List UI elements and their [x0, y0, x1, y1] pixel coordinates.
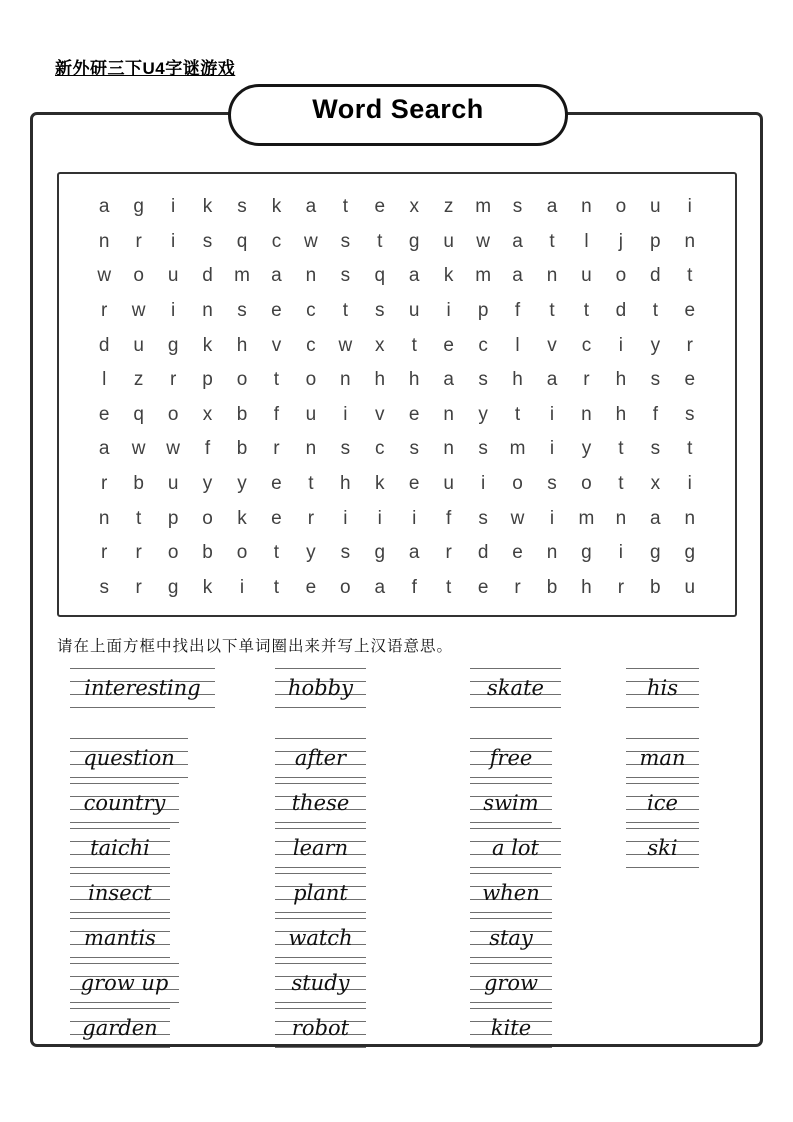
grid-letter-r11c18: g — [684, 542, 696, 564]
grid-letter-r5c14: v — [547, 334, 557, 356]
grid-letter-r10c4: o — [202, 507, 213, 529]
word-label: man — [639, 746, 686, 770]
word-item-grow — [470, 963, 552, 1003]
grid-letter-r4c12: p — [477, 300, 489, 322]
word-label: insect — [88, 881, 152, 905]
word-item-man — [626, 738, 699, 778]
grid-letter-r8c8: s — [340, 438, 351, 460]
grid-letter-r2c2: r — [135, 230, 142, 252]
grid-letter-r6c2: z — [133, 369, 144, 391]
grid-letter-r2c14: t — [549, 230, 555, 252]
word-item-insect — [70, 873, 170, 913]
grid-letter-r9c8: h — [340, 473, 351, 495]
grid-letter-r10c18: n — [684, 507, 696, 529]
grid-letter-r7c9: v — [375, 403, 385, 425]
grid-letter-r3c13: a — [512, 265, 523, 287]
grid-letter-r4c16: d — [615, 300, 627, 322]
word-item-skate — [470, 668, 561, 708]
grid-letter-r12c4: k — [202, 576, 213, 598]
document-title: 新外研三下U4字谜游戏 — [55, 59, 236, 78]
word-item-grow-up — [70, 963, 179, 1003]
grid-letter-r9c2: b — [133, 473, 144, 495]
grid-letter-r10c3: p — [167, 507, 179, 529]
grid-letter-r6c8: n — [340, 369, 351, 391]
word-item-swim — [470, 783, 552, 823]
grid-letter-r12c12: e — [477, 576, 489, 598]
grid-letter-r10c11: f — [446, 507, 452, 529]
grid-letter-r5c4: k — [202, 334, 213, 356]
grid-letter-r7c16: h — [615, 403, 627, 425]
grid-letter-r1c18: i — [687, 196, 692, 218]
grid-letter-r2c7: w — [304, 230, 318, 252]
grid-letter-r5c18: r — [686, 334, 693, 356]
grid-letter-r11c8: s — [340, 542, 351, 564]
grid-letter-r4c10: u — [408, 300, 420, 322]
word-label: swim — [483, 791, 539, 815]
word-label: learn — [292, 836, 349, 860]
word-label: mantis — [84, 926, 156, 950]
grid-letter-r6c3: r — [169, 369, 177, 391]
word-label: hobby — [288, 676, 353, 700]
grid-letter-r6c11: a — [443, 369, 454, 391]
grid-letter-r2c15: l — [584, 230, 589, 252]
grid-letter-r7c5: b — [236, 403, 248, 425]
grid-letter-r10c15: m — [578, 507, 595, 529]
grid-letter-r12c11: t — [446, 576, 452, 598]
grid-letter-r10c9: i — [377, 507, 382, 529]
grid-letter-r3c8: s — [340, 265, 351, 287]
grid-letter-r4c13: f — [514, 300, 521, 322]
grid-letter-r10c10: i — [412, 507, 417, 529]
grid-letter-r4c3: i — [170, 300, 176, 322]
grid-letter-r9c11: u — [443, 473, 454, 495]
word-item-kite — [470, 1008, 552, 1048]
grid-letter-r1c10: x — [409, 196, 419, 218]
grid-letter-r7c15: n — [581, 403, 592, 425]
word-item-after — [275, 738, 366, 778]
grid-letter-r8c3: w — [166, 438, 180, 460]
grid-letter-r10c5: k — [237, 507, 247, 529]
grid-letter-r5c11: e — [443, 334, 454, 356]
grid-letter-r7c4: x — [202, 403, 213, 425]
grid-letter-r7c2: q — [133, 403, 144, 425]
grid-letter-r5c7: c — [306, 334, 316, 356]
grid-letter-r3c3: u — [167, 265, 179, 287]
word-item-when — [470, 873, 552, 913]
grid-letter-r5c6: v — [271, 334, 282, 356]
word-item-country — [70, 783, 179, 823]
grid-letter-r4c2: w — [131, 300, 146, 322]
grid-letter-r5c10: t — [411, 334, 417, 356]
word-item-stay — [470, 918, 552, 958]
grid-letter-r10c6: e — [271, 507, 282, 529]
grid-letter-r9c9: k — [375, 473, 385, 495]
grid-letter-r4c8: t — [342, 300, 348, 322]
word-label: a lot — [492, 836, 539, 860]
word-item-question — [70, 738, 188, 778]
grid-letter-r8c17: s — [650, 438, 661, 460]
grid-letter-r11c14: n — [546, 542, 558, 564]
grid-letter-r11c3: o — [167, 542, 179, 564]
grid-letter-r2c5: q — [236, 230, 248, 252]
grid-letter-r12c5: i — [239, 576, 245, 598]
grid-letter-r6c17: s — [650, 369, 661, 391]
grid-letter-r2c17: p — [650, 230, 661, 252]
word-item-mantis — [70, 918, 170, 958]
grid-letter-r11c9: g — [374, 542, 386, 564]
grid-letter-r11c4: b — [202, 542, 213, 564]
grid-letter-r6c7: o — [305, 369, 317, 391]
grid-letter-r3c2: o — [133, 265, 144, 287]
grid-letter-r1c7: a — [305, 196, 317, 218]
word-item-his — [626, 668, 699, 708]
grid-letter-r6c5: o — [236, 369, 248, 391]
grid-letter-r12c14: b — [546, 576, 558, 598]
word-item-interesting — [70, 668, 215, 708]
grid-letter-r9c18: i — [687, 473, 692, 495]
grid-letter-r5c8: w — [338, 334, 353, 356]
word-label: interesting — [84, 676, 201, 700]
grid-letter-r2c6: c — [271, 230, 282, 252]
word-label: plant — [293, 881, 348, 905]
grid-letter-r1c17: u — [650, 196, 661, 218]
word-label: ski — [647, 836, 678, 860]
word-label: question — [83, 746, 175, 770]
grid-letter-r2c16: j — [618, 230, 623, 252]
grid-letter-r10c1: n — [98, 507, 110, 529]
grid-letter-r1c5: s — [237, 196, 247, 218]
grid-letter-r2c4: s — [202, 230, 213, 252]
grid-letter-r8c7: n — [305, 438, 317, 460]
grid-letter-r7c17: f — [652, 403, 658, 425]
grid-letter-r6c16: h — [615, 369, 627, 391]
grid-letter-r7c11: n — [443, 403, 454, 425]
grid-letter-r12c2: r — [135, 576, 142, 598]
word-label: kite — [490, 1016, 532, 1040]
grid-letter-r8c4: f — [204, 438, 211, 460]
grid-letter-r12c6: t — [273, 576, 280, 598]
grid-letter-r2c11: u — [443, 230, 454, 252]
grid-letter-r8c9: c — [375, 438, 385, 460]
grid-letter-r1c11: z — [443, 196, 454, 218]
grid-letter-r11c12: d — [477, 542, 489, 564]
grid-letter-r8c6: r — [273, 438, 280, 460]
grid-letter-r3c14: n — [546, 265, 558, 287]
grid-letter-r1c1: a — [98, 196, 110, 218]
word-item-ice — [626, 783, 699, 823]
grid-letter-r5c3: g — [167, 334, 179, 356]
word-label: his — [646, 676, 679, 700]
grid-letter-r2c10: g — [408, 230, 420, 252]
grid-letter-r11c17: g — [650, 542, 661, 564]
grid-letter-r9c3: u — [167, 473, 179, 495]
grid-letter-r3c17: d — [650, 265, 661, 287]
grid-letter-r7c1: e — [98, 403, 110, 425]
grid-letter-r12c16: r — [617, 576, 625, 598]
grid-letter-r8c2: w — [131, 438, 146, 460]
word-item-study — [275, 963, 366, 1003]
word-label: watch — [288, 926, 353, 950]
grid-letter-r2c9: t — [377, 230, 383, 252]
grid-letter-r4c11: i — [446, 300, 451, 322]
grid-letter-r3c10: a — [408, 265, 420, 287]
grid-letter-r11c5: o — [236, 542, 248, 564]
grid-letter-r4c17: t — [652, 300, 658, 322]
grid-letter-r8c1: a — [98, 438, 110, 460]
grid-letter-r6c10: h — [408, 369, 420, 391]
grid-letter-r7c18: s — [685, 403, 695, 425]
grid-letter-r5c2: u — [133, 334, 144, 356]
word-label: ice — [647, 791, 678, 815]
grid-letter-r8c10: s — [409, 438, 419, 460]
grid-letter-r12c8: o — [340, 576, 351, 598]
grid-letter-r3c15: u — [581, 265, 592, 287]
grid-letter-r7c13: t — [514, 403, 521, 425]
grid-letter-r9c16: t — [618, 473, 624, 495]
grid-letter-r11c10: a — [408, 542, 420, 564]
grid-letter-r7c12: y — [478, 403, 488, 425]
grid-letter-r12c17: b — [650, 576, 661, 598]
grid-letter-r7c14: i — [549, 403, 555, 425]
word-label: stay — [489, 926, 533, 950]
word-item-a-lot — [470, 828, 561, 868]
grid-letter-r12c1: s — [99, 576, 109, 598]
grid-letter-r2c18: n — [684, 230, 696, 252]
grid-letter-r9c6: e — [271, 473, 282, 495]
grid-letter-r4c15: t — [583, 300, 590, 322]
grid-letter-r3c1: w — [97, 265, 112, 287]
grid-letter-r9c14: s — [547, 473, 557, 495]
grid-letter-r10c16: n — [615, 507, 627, 529]
word-label: free — [489, 746, 533, 770]
grid-letter-r10c12: s — [478, 507, 488, 529]
word-item-these — [275, 783, 366, 823]
grid-letter-r11c11: r — [445, 542, 452, 564]
word-label: robot — [291, 1016, 350, 1040]
word-label: taichi — [90, 836, 150, 860]
grid-letter-r2c13: a — [512, 230, 523, 252]
grid-letter-r10c17: a — [650, 507, 661, 529]
grid-letter-r2c12: w — [476, 230, 490, 252]
grid-letter-r1c15: n — [581, 196, 592, 218]
grid-letter-r9c10: e — [408, 473, 420, 495]
grid-letter-r6c6: t — [273, 369, 280, 391]
word-item-plant — [275, 873, 366, 913]
word-item-garden — [70, 1008, 170, 1048]
grid-letter-r8c13: m — [509, 438, 526, 460]
grid-letter-r1c8: t — [342, 196, 348, 218]
instruction-text: 请在上面方框中找出以下单词圈出来并写上汉语意思。 — [57, 638, 454, 655]
grid-letter-r11c7: y — [306, 542, 316, 564]
grid-letter-r7c7: u — [305, 403, 317, 425]
grid-letter-r6c14: a — [546, 369, 558, 391]
grid-letter-r8c11: n — [443, 438, 454, 460]
grid-letter-r1c14: a — [546, 196, 558, 218]
grid-letter-r11c6: t — [273, 542, 280, 564]
grid-letter-r8c15: y — [581, 438, 592, 460]
grid-letter-r3c5: m — [234, 265, 250, 287]
grid-letter-r1c4: k — [202, 196, 213, 218]
word-search-banner — [228, 84, 568, 146]
grid-letter-r9c4: y — [202, 473, 213, 495]
grid-letter-r12c7: e — [305, 576, 317, 598]
grid-letter-r4c7: c — [306, 300, 316, 322]
word-item-taichi — [70, 828, 170, 868]
grid-letter-r4c18: e — [684, 300, 696, 322]
grid-letter-r3c9: q — [374, 265, 386, 287]
grid-letter-r7c3: o — [167, 403, 179, 425]
grid-letter-r1c16: o — [615, 196, 627, 218]
grid-letter-r9c12: i — [480, 473, 486, 495]
grid-letter-r4c4: n — [202, 300, 213, 322]
grid-letter-r5c12: c — [478, 334, 488, 356]
grid-letter-r12c9: a — [374, 576, 386, 598]
grid-letter-r9c1: r — [101, 473, 108, 495]
grid-letter-r1c13: s — [512, 196, 523, 218]
grid-letter-r12c13: r — [514, 576, 521, 598]
grid-letter-r3c11: k — [443, 265, 454, 287]
grid-letter-r12c15: h — [581, 576, 592, 598]
grid-letter-r7c10: e — [408, 403, 420, 425]
grid-letter-r4c5: s — [237, 300, 247, 322]
grid-letter-r10c2: t — [136, 507, 142, 529]
grid-letter-r7c6: f — [273, 403, 280, 425]
grid-letter-r12c10: f — [411, 576, 417, 598]
grid-letter-r6c15: r — [583, 369, 590, 391]
grid-letter-r3c16: o — [615, 265, 627, 287]
grid-letter-r5c5: h — [236, 334, 248, 356]
grid-letter-r9c13: o — [512, 473, 523, 495]
grid-letter-r6c9: h — [374, 369, 386, 391]
grid-letter-r7c8: i — [343, 403, 348, 425]
grid-letter-r9c15: o — [581, 473, 592, 495]
grid-letter-r4c6: e — [271, 300, 282, 322]
banner-title: Word Search — [312, 94, 484, 124]
word-item-watch — [275, 918, 366, 958]
grid-letter-r2c8: s — [340, 230, 351, 252]
grid-letter-r9c5: y — [237, 473, 247, 495]
word-item-free — [470, 738, 552, 778]
grid-letter-r1c2: g — [133, 196, 144, 218]
word-label: these — [291, 791, 350, 815]
grid-letter-r4c14: t — [549, 300, 555, 322]
grid-letter-r1c9: e — [374, 196, 386, 218]
grid-letter-r3c4: d — [202, 265, 213, 287]
grid-letter-r10c13: w — [510, 507, 525, 529]
grid-letter-r5c17: y — [650, 334, 661, 356]
grid-letter-r3c12: m — [475, 265, 492, 287]
grid-letter-r9c7: t — [308, 473, 314, 495]
word-label: when — [482, 881, 540, 905]
grid-letter-r11c15: g — [581, 542, 592, 564]
grid-letter-r6c4: p — [202, 369, 213, 391]
grid-letter-r8c14: i — [549, 438, 555, 460]
grid-letter-r1c6: k — [271, 196, 282, 218]
grid-letter-r11c1: r — [101, 542, 108, 564]
grid-letter-r10c7: r — [307, 507, 315, 529]
grid-letter-r3c7: n — [305, 265, 317, 287]
grid-letter-r5c1: d — [98, 334, 110, 356]
word-label: after — [294, 746, 347, 770]
word-label: study — [291, 971, 350, 995]
word-item-hobby — [275, 668, 366, 708]
grid-letter-r1c12: m — [475, 196, 492, 218]
grid-letter-r5c9: x — [375, 334, 385, 356]
grid-letter-r4c1: r — [101, 300, 108, 322]
grid-letter-r10c14: i — [549, 507, 555, 529]
grid-letter-r8c5: b — [236, 438, 248, 460]
grid-letter-r11c16: i — [618, 542, 623, 564]
grid-letter-r5c16: i — [618, 334, 623, 356]
word-item-ski — [626, 828, 699, 868]
grid-letter-r6c18: e — [684, 369, 696, 391]
grid-letter-r5c13: l — [515, 334, 520, 356]
grid-letter-r11c2: r — [135, 542, 142, 564]
grid-letter-r8c12: s — [478, 438, 488, 460]
grid-letter-r12c18: u — [684, 576, 696, 598]
word-item-learn — [275, 828, 366, 868]
word-item-robot — [275, 1008, 366, 1048]
word-label: garden — [82, 1016, 158, 1040]
grid-letter-r4c9: s — [375, 300, 385, 322]
grid-letter-r2c1: n — [98, 230, 110, 252]
word-label: grow — [483, 971, 539, 995]
grid-letter-r6c12: s — [478, 369, 488, 391]
grid-letter-r5c15: c — [581, 334, 592, 356]
grid-letter-r9c17: x — [650, 473, 661, 495]
grid-letter-r11c13: e — [512, 542, 523, 564]
grid-letter-r10c8: i — [343, 507, 348, 529]
word-label: grow up — [80, 971, 169, 995]
grid-letter-r3c18: t — [687, 265, 693, 287]
grid-letter-r8c18: t — [687, 438, 693, 460]
grid-letter-r3c6: a — [271, 265, 282, 287]
grid-letter-r12c3: g — [167, 576, 179, 598]
grid-letter-r1c3: i — [170, 196, 176, 218]
word-label: country — [83, 791, 166, 815]
grid-letter-r6c13: h — [512, 369, 523, 391]
grid-letter-r6c1: l — [102, 369, 107, 391]
grid-letter-r8c16: t — [618, 438, 624, 460]
word-label: skate — [487, 676, 544, 700]
grid-letter-r2c3: i — [170, 230, 176, 252]
